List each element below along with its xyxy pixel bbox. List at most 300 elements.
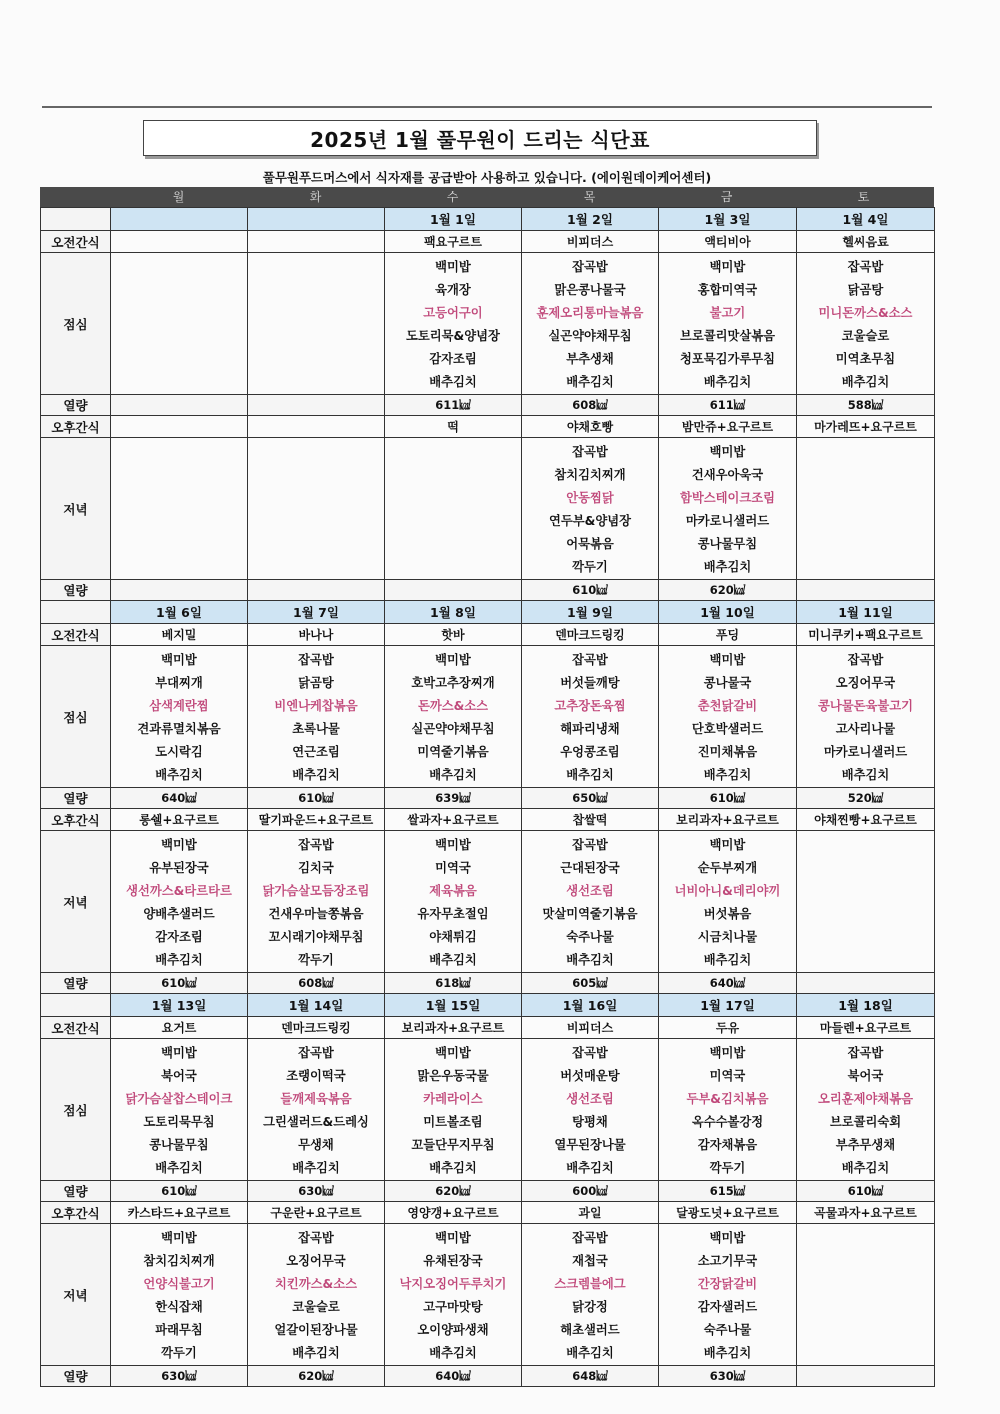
dinner-calories-cell	[797, 580, 935, 601]
dinner-calories-cell	[385, 580, 522, 601]
date-label	[41, 208, 111, 231]
date-cell: 1월 2일	[522, 208, 659, 231]
morning-snack-cell: 팩요구르트	[385, 231, 522, 253]
dish: 도토리묵&양념장	[406, 329, 500, 343]
dish: 백미밥	[435, 653, 471, 667]
dish: 부대찌개	[155, 676, 203, 690]
morning-snack-cell: 바나나	[248, 624, 385, 646]
morning-snack-cell: 비피더스	[522, 1017, 659, 1039]
date-cell: 1월 13일	[111, 994, 248, 1017]
morning-snack-label: 오전간식	[41, 231, 111, 253]
dish: 마카로니샐러드	[685, 514, 770, 528]
afternoon-snack-label: 오후간식	[41, 416, 111, 438]
lunch-calories-cell: 639㎉	[385, 788, 522, 809]
main-dish: 생선조림	[566, 884, 614, 898]
dish: 순두부찌개	[697, 861, 758, 875]
dish: 백미밥	[709, 445, 746, 459]
lunch-cell	[659, 1039, 797, 1181]
main-dish: 고등어구이	[423, 306, 483, 320]
lunch-calories-cell: 610㎉	[659, 788, 797, 809]
afternoon-snack-cell: 구운란+요구르트	[248, 1202, 385, 1224]
dish: 백미밥	[709, 1231, 746, 1245]
date-cell: 1월 3일	[659, 208, 797, 231]
dish: 배추김치	[429, 1161, 477, 1175]
dish: 해파리냉채	[560, 722, 620, 736]
dish: 배추김치	[566, 1161, 614, 1175]
dish: 백미밥	[435, 1231, 471, 1245]
lunch-calories-row	[41, 788, 935, 809]
date-cell: 1월 1일	[385, 208, 522, 231]
dinner-cell	[522, 438, 659, 580]
dinner-calories-row	[41, 973, 935, 994]
dish: 숙주나물	[566, 930, 614, 944]
dinner-calories-row	[41, 1366, 935, 1387]
main-dish: 간장닭갈비	[697, 1277, 758, 1291]
weekday-header-corner	[40, 187, 110, 207]
afternoon-snack-cell: 영양갱+요구르트	[385, 1202, 522, 1224]
lunch-calories-label: 열량	[41, 395, 111, 416]
morning-snack-cell: 헬씨음료	[797, 231, 935, 253]
lunch-cell	[248, 253, 385, 395]
morning-snack-cell: 베지밀	[111, 624, 248, 646]
morning-snack-label: 오전간식	[41, 1017, 111, 1039]
weekday-fri: 금	[720, 190, 733, 204]
morning-snack-cell: 덴마크드링킹	[248, 1017, 385, 1039]
dish: 무생채	[298, 1138, 334, 1152]
dinner-cell	[248, 438, 385, 580]
dish: 맑은콩나물국	[554, 283, 626, 297]
main-dish: 돈까스&소스	[417, 699, 489, 713]
dish: 백미밥	[161, 1046, 197, 1060]
dinner-cell	[111, 831, 248, 973]
lunch-calories-cell: 610㎉	[248, 788, 385, 809]
morning-snack-cell: 요거트	[111, 1017, 248, 1039]
main-dish: 스크렘블에그	[554, 1277, 626, 1291]
dish: 오징어무국	[835, 676, 896, 690]
date-cell: 1월 7일	[248, 601, 385, 624]
dish: 백미밥	[709, 838, 746, 852]
lunch-calories-cell: 610㎉	[797, 1181, 935, 1202]
main-dish: 생선조림	[566, 1092, 614, 1106]
dish: 열무된장나물	[554, 1138, 626, 1152]
dish: 깍두기	[161, 1346, 197, 1360]
dish: 배추김치	[703, 1346, 752, 1360]
dinner-calories-cell	[248, 580, 385, 601]
lunch-calories-cell: 600㎉	[522, 1181, 659, 1202]
dish: 부추무생채	[835, 1138, 896, 1152]
dish: 야채튀김	[429, 930, 477, 944]
dish: 백미밥	[435, 1046, 471, 1060]
dinner-calories-cell: 630㎉	[111, 1366, 248, 1387]
weekday-thu: 목	[583, 190, 596, 204]
weekday-wed: 수	[446, 190, 459, 204]
dish: 콩나물국	[703, 676, 752, 690]
dish: 오이양파생채	[417, 1323, 489, 1337]
main-dish: 함박스테이크조림	[679, 491, 776, 505]
dish: 고구마맛탕	[423, 1300, 483, 1314]
date-cell: 1월 18일	[797, 994, 935, 1017]
morning-snack-cell: 마들렌+요구르트	[797, 1017, 935, 1039]
dish: 김치국	[298, 861, 334, 875]
lunch-cell	[111, 253, 248, 395]
afternoon-snack-cell: 딸기파운드+요구르트	[248, 809, 385, 831]
main-dish: 오리훈제야채볶음	[817, 1092, 914, 1106]
dish: 백미밥	[161, 1231, 197, 1245]
lunch-calories-cell: 650㎉	[522, 788, 659, 809]
date-cell: 1월 16일	[522, 994, 659, 1017]
afternoon-snack-cell: 밤만쥬+요구르트	[659, 416, 797, 438]
dish: 버섯볶음	[703, 907, 752, 921]
dinner-row	[41, 831, 935, 973]
main-dish: 불고기	[709, 306, 746, 320]
dish: 육개장	[435, 283, 471, 297]
dish: 미트볼조림	[423, 1115, 483, 1129]
dish: 백미밥	[709, 1046, 746, 1060]
lunch-calories-cell: 520㎉	[797, 788, 935, 809]
dish: 잡곡밥	[572, 445, 608, 459]
dish: 배추김치	[429, 768, 477, 782]
afternoon-snack-label: 오후간식	[41, 1202, 111, 1224]
dish: 배추김치	[566, 375, 614, 389]
dinner-calories-cell: 610㎉	[111, 973, 248, 994]
dinner-row	[41, 1224, 935, 1366]
dish: 근대된장국	[560, 861, 620, 875]
lunch-calories-cell: 615㎉	[659, 1181, 797, 1202]
page-subtitle: 풀무원푸드머스에서 식자재를 공급받아 사용하고 있습니다. (에이원데이케어센터)	[262, 170, 712, 185]
afternoon-snack-cell: 쌀과자+요구르트	[385, 809, 522, 831]
dish: 배추김치	[292, 768, 340, 782]
afternoon-snack-cell: 롱쉘+요구르트	[111, 809, 248, 831]
dish: 맑은우동국물	[417, 1069, 489, 1083]
dish: 건새우마늘쫑볶음	[268, 907, 364, 921]
dish: 코울슬로	[841, 329, 890, 343]
dinner-cell	[111, 1224, 248, 1366]
dinner-cell	[659, 1224, 797, 1366]
dinner-label: 저녁	[41, 1224, 111, 1366]
dish: 배추김치	[292, 1161, 340, 1175]
dish: 연근조림	[292, 745, 340, 759]
lunch-cell	[248, 1039, 385, 1181]
date-cell	[111, 208, 248, 231]
dish: 감자조림	[429, 352, 477, 366]
dish: 건새우아욱국	[691, 468, 764, 482]
dish: 배추김치	[841, 375, 890, 389]
dish: 배추김치	[703, 768, 752, 782]
lunch-calories-cell	[111, 395, 248, 416]
dish: 깍두기	[709, 1161, 746, 1175]
dish: 감자조림	[155, 930, 203, 944]
weekday-header	[40, 187, 934, 207]
dinner-cell	[248, 831, 385, 973]
lunch-calories-cell: 640㎉	[111, 788, 248, 809]
main-dish: 훈제오리통마늘볶음	[536, 306, 644, 320]
morning-snack-row	[41, 1017, 935, 1039]
lunch-cell	[797, 1039, 935, 1181]
dish: 미역국	[435, 861, 471, 875]
lunch-calories-cell: 620㎉	[385, 1181, 522, 1202]
main-dish: 제육볶음	[429, 884, 477, 898]
lunch-cell	[385, 1039, 522, 1181]
dinner-cell	[522, 1224, 659, 1366]
dish: 미역국	[709, 1069, 746, 1083]
dinner-cell	[111, 438, 248, 580]
dinner-label: 저녁	[41, 831, 111, 973]
morning-snack-row	[41, 231, 935, 253]
dish: 유채된장국	[423, 1254, 483, 1268]
dish: 유자무초절임	[417, 907, 489, 921]
dish: 배추김치	[566, 1346, 614, 1360]
afternoon-snack-cell	[248, 416, 385, 438]
dish: 배추김치	[703, 953, 752, 967]
dish: 잡곡밥	[298, 653, 334, 667]
dinner-cell	[385, 438, 522, 580]
main-dish: 치킨까스&소스	[275, 1277, 357, 1291]
dish: 배추김치	[292, 1346, 340, 1360]
dish: 콩나물무침	[697, 537, 758, 551]
afternoon-snack-cell: 야채찐빵+요구르트	[797, 809, 935, 831]
dinner-cell	[248, 1224, 385, 1366]
dish: 배추김치	[429, 375, 477, 389]
morning-snack-cell: 푸딩	[659, 624, 797, 646]
afternoon-snack-row	[41, 1202, 935, 1224]
dinner-cell	[797, 1224, 935, 1366]
afternoon-snack-cell: 야채호빵	[522, 416, 659, 438]
afternoon-snack-row	[41, 809, 935, 831]
lunch-cell	[248, 646, 385, 788]
dish: 배추김치	[155, 953, 203, 967]
afternoon-snack-cell: 곡물과자+요구르트	[797, 1202, 935, 1224]
dish: 고사리나물	[835, 722, 896, 736]
lunch-cell	[797, 646, 935, 788]
dish: 콩나물무침	[149, 1138, 209, 1152]
morning-snack-cell	[111, 231, 248, 253]
lunch-label: 점심	[41, 253, 111, 395]
dish: 오징어무국	[286, 1254, 346, 1268]
date-cell	[248, 208, 385, 231]
dinner-calories-cell: 618㎉	[385, 973, 522, 994]
dish: 북어국	[847, 1069, 884, 1083]
main-dish: 언양식불고기	[143, 1277, 215, 1291]
lunch-cell	[522, 646, 659, 788]
dish: 배추김치	[841, 1161, 890, 1175]
dish: 잡곡밥	[572, 838, 608, 852]
dish: 파래무침	[155, 1323, 203, 1337]
date-cell: 1월 8일	[385, 601, 522, 624]
main-dish: 두부&김치볶음	[686, 1092, 769, 1106]
main-dish: 낙지오징어두루치기	[399, 1277, 507, 1291]
dish: 잡곡밥	[572, 260, 608, 274]
lunch-row	[41, 1039, 935, 1181]
afternoon-snack-cell: 찹쌀떡	[522, 809, 659, 831]
dinner-calories-label: 열량	[41, 1366, 111, 1387]
dish: 잡곡밥	[572, 1231, 608, 1245]
dish: 잡곡밥	[847, 1046, 884, 1060]
date-cell: 1월 14일	[248, 994, 385, 1017]
dish: 깍두기	[572, 560, 608, 574]
main-dish: 비엔나케찹볶음	[274, 699, 358, 713]
afternoon-snack-cell	[111, 416, 248, 438]
dinner-calories-cell: 620㎉	[248, 1366, 385, 1387]
dish: 북어국	[161, 1069, 197, 1083]
dish: 배추김치	[566, 768, 614, 782]
lunch-calories-label: 열량	[41, 1181, 111, 1202]
dinner-calories-cell: 648㎉	[522, 1366, 659, 1387]
dish: 배추김치	[155, 768, 203, 782]
morning-snack-cell: 덴마크드링킹	[522, 624, 659, 646]
main-dish: 삼색계란찜	[149, 699, 209, 713]
dish: 소고기무국	[697, 1254, 758, 1268]
dish: 초록나물	[292, 722, 340, 736]
lunch-calories-cell: 588㎉	[797, 395, 935, 416]
dinner-calories-cell: 640㎉	[659, 973, 797, 994]
main-dish: 카레라이스	[423, 1092, 483, 1106]
date-cell: 1월 4일	[797, 208, 935, 231]
dish: 도토리묵무침	[143, 1115, 215, 1129]
afternoon-snack-row	[41, 416, 935, 438]
afternoon-snack-cell: 보리과자+요구르트	[659, 809, 797, 831]
weekday-mon: 월	[172, 190, 185, 204]
dish: 배추김치	[566, 953, 614, 967]
dish: 배추김치	[429, 1346, 477, 1360]
dish: 백미밥	[435, 260, 471, 274]
dish: 탕평채	[572, 1115, 608, 1129]
dish: 닭곰탕	[298, 676, 334, 690]
dish: 배추김치	[703, 560, 752, 574]
weekday-tue: 화	[309, 190, 322, 204]
date-row	[41, 208, 935, 231]
main-dish: 닭가슴살찹스테이크	[125, 1092, 233, 1106]
dinner-calories-cell: 640㎉	[385, 1366, 522, 1387]
dish: 홍합미역국	[697, 283, 758, 297]
afternoon-snack-cell: 떡	[385, 416, 522, 438]
dish: 배추김치	[841, 768, 890, 782]
date-cell: 1월 6일	[111, 601, 248, 624]
lunch-calories-cell: 611㎉	[659, 395, 797, 416]
dish: 코울슬로	[292, 1300, 340, 1314]
lunch-calories-cell: 610㎉	[111, 1181, 248, 1202]
dish: 배추김치	[155, 1161, 203, 1175]
dish: 감자샐러드	[697, 1300, 758, 1314]
dinner-cell	[385, 1224, 522, 1366]
dinner-calories-cell: 605㎉	[522, 973, 659, 994]
dinner-cell	[797, 831, 935, 973]
lunch-cell	[385, 646, 522, 788]
main-dish: 닭가슴살모듬장조림	[262, 884, 370, 898]
lunch-label: 점심	[41, 646, 111, 788]
dish: 마카로니샐러드	[823, 745, 908, 759]
dish: 해초샐러드	[560, 1323, 620, 1337]
afternoon-snack-cell: 마가레뜨+요구르트	[797, 416, 935, 438]
dish: 양배추샐러드	[143, 907, 215, 921]
date-cell: 1월 11일	[797, 601, 935, 624]
main-dish: 들깨제육볶음	[280, 1092, 352, 1106]
lunch-calories-cell: 611㎉	[385, 395, 522, 416]
dish: 참치김치찌개	[143, 1254, 215, 1268]
dish: 꼬들단무지무침	[411, 1138, 495, 1152]
dinner-calories-label: 열량	[41, 973, 111, 994]
afternoon-snack-cell: 달광도넛+요구르트	[659, 1202, 797, 1224]
lunch-cell	[522, 1039, 659, 1181]
dinner-calories-row	[41, 580, 935, 601]
dish: 닭강정	[572, 1300, 608, 1314]
dish: 그린샐러드&드레싱	[263, 1115, 369, 1129]
dish: 브로콜리맛살볶음	[679, 329, 776, 343]
dish: 백미밥	[161, 653, 197, 667]
meal-plan-table	[40, 207, 935, 1387]
dish: 우엉콩조림	[560, 745, 620, 759]
dinner-calories-label: 열량	[41, 580, 111, 601]
main-dish: 너비아니&데리야끼	[674, 884, 781, 898]
dish: 닭곰탕	[847, 283, 884, 297]
dish: 버섯들깨탕	[560, 676, 620, 690]
dish: 연두부&양념장	[549, 514, 631, 528]
dinner-cell	[385, 831, 522, 973]
dish: 어묵볶음	[566, 537, 614, 551]
dish: 백미밥	[709, 260, 746, 274]
date-cell: 1월 15일	[385, 994, 522, 1017]
dinner-label: 저녁	[41, 438, 111, 580]
morning-snack-label: 오전간식	[41, 624, 111, 646]
dish: 미역초무침	[835, 352, 896, 366]
lunch-calories-row	[41, 395, 935, 416]
dinner-cell	[659, 831, 797, 973]
lunch-calories-row	[41, 1181, 935, 1202]
morning-snack-cell: 미니쿠키+팩요구르트	[797, 624, 935, 646]
dinner-row	[41, 438, 935, 580]
dish: 배추김치	[429, 953, 477, 967]
lunch-calories-cell	[248, 395, 385, 416]
dish: 미역줄기볶음	[417, 745, 489, 759]
dish: 버섯매운탕	[560, 1069, 620, 1083]
dish: 감자채볶음	[697, 1138, 758, 1152]
dish: 참치김치찌개	[554, 468, 626, 482]
date-label	[41, 601, 111, 624]
afternoon-snack-label: 오후간식	[41, 809, 111, 831]
main-dish: 춘천닭갈비	[697, 699, 758, 713]
dinner-calories-cell: 620㎉	[659, 580, 797, 601]
main-dish: 생선까스&타르타르	[126, 884, 232, 898]
lunch-cell	[659, 646, 797, 788]
afternoon-snack-cell: 카스타드+요구르트	[111, 1202, 248, 1224]
dinner-cell	[659, 438, 797, 580]
dinner-calories-cell: 630㎉	[659, 1366, 797, 1387]
page-title: 2025년 1월 풀무원이 드리는 식단표	[143, 120, 817, 156]
dinner-calories-cell: 608㎉	[248, 973, 385, 994]
lunch-label: 점심	[41, 1039, 111, 1181]
dish: 얼갈이된장나물	[274, 1323, 358, 1337]
main-dish: 콩나물돈육불고기	[817, 699, 914, 713]
dish: 깍두기	[298, 953, 334, 967]
lunch-calories-cell: 608㎉	[522, 395, 659, 416]
dish: 백미밥	[161, 838, 197, 852]
dish: 숙주나물	[703, 1323, 752, 1337]
dish: 도시락김	[155, 745, 203, 759]
lunch-cell	[797, 253, 935, 395]
date-row	[41, 601, 935, 624]
lunch-row	[41, 646, 935, 788]
dish: 잡곡밥	[298, 1231, 334, 1245]
date-cell: 1월 17일	[659, 994, 797, 1017]
dinner-cell	[522, 831, 659, 973]
dish: 단호박샐러드	[691, 722, 764, 736]
dish: 진미채볶음	[697, 745, 758, 759]
dish: 재첩국	[572, 1254, 608, 1268]
morning-snack-cell	[248, 231, 385, 253]
date-cell: 1월 9일	[522, 601, 659, 624]
dish: 브로콜리숙회	[829, 1115, 902, 1129]
morning-snack-cell: 핫바	[385, 624, 522, 646]
lunch-cell	[522, 253, 659, 395]
